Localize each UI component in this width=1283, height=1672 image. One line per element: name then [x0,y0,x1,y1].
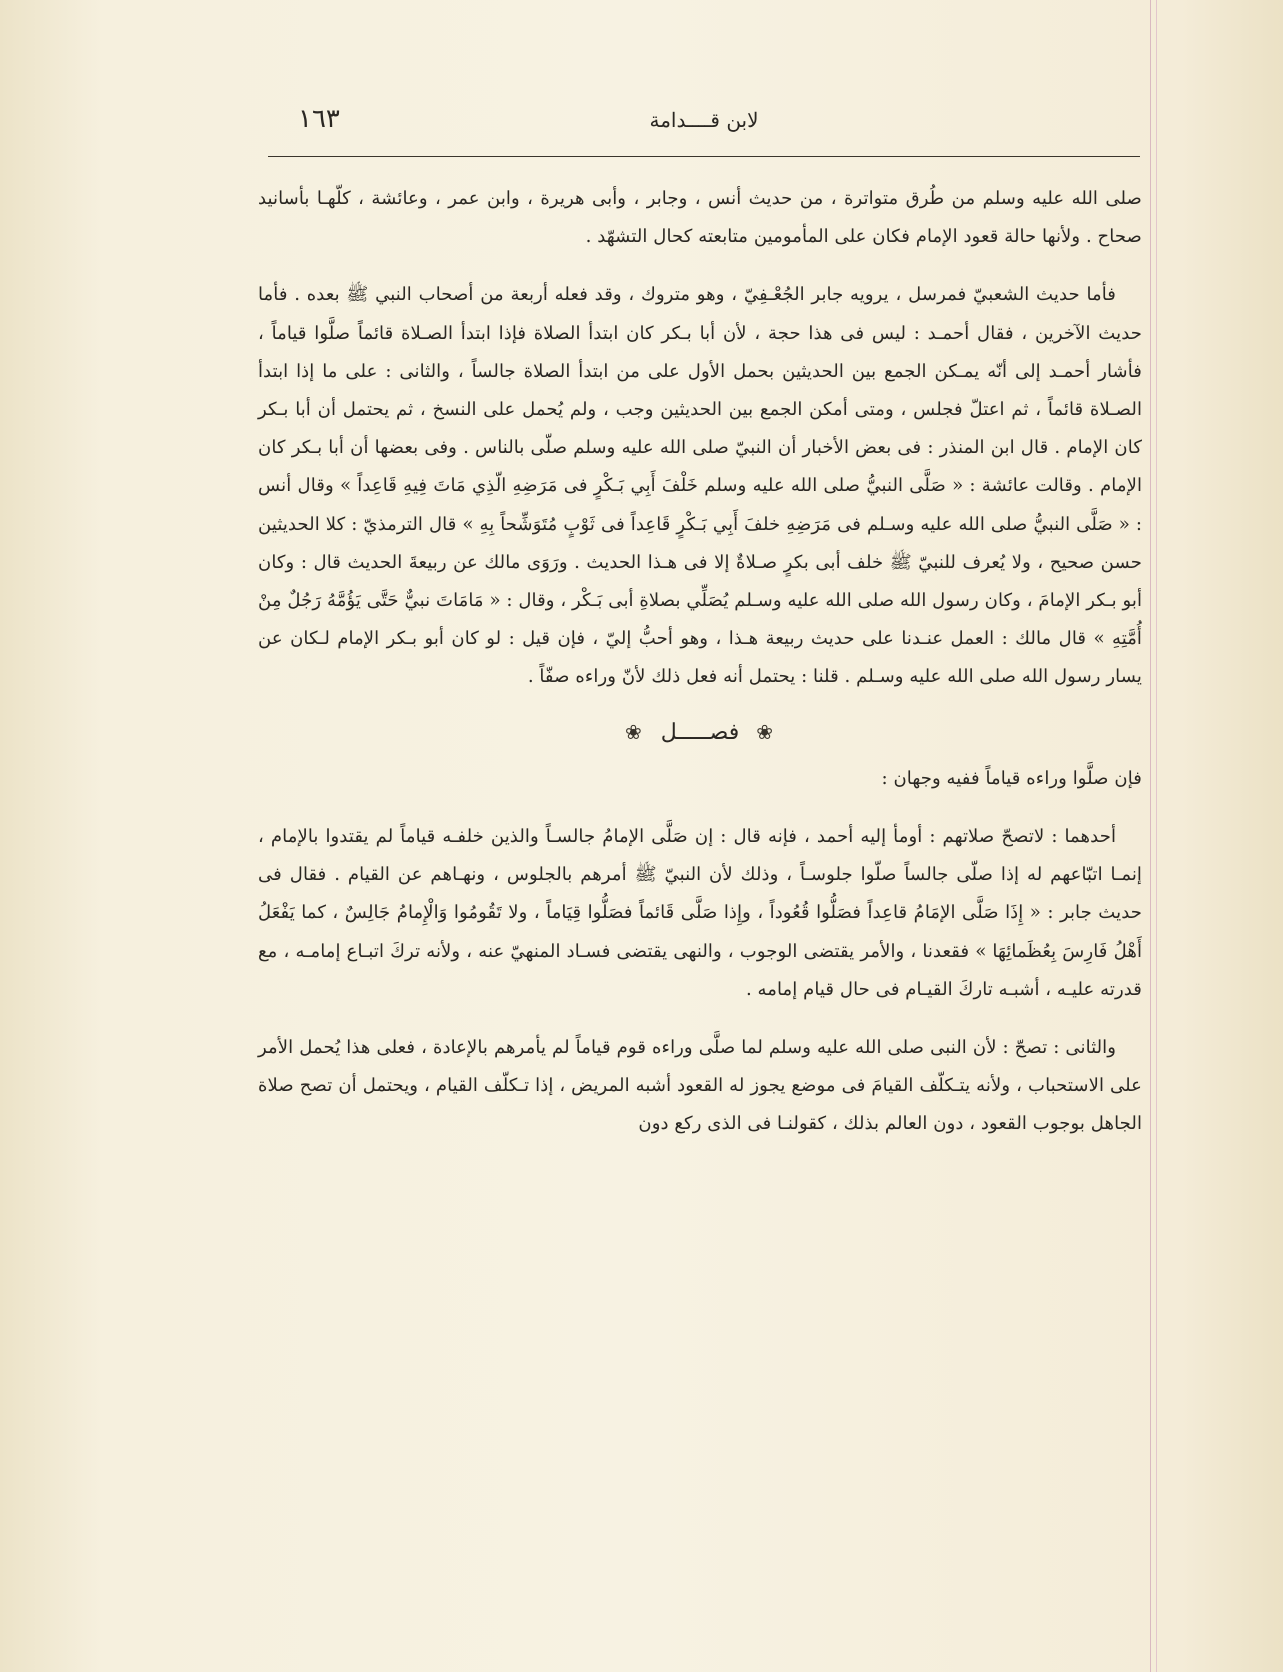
running-title: لابن قــــدامة [649,108,759,132]
header-rule [268,156,1140,157]
ornament-icon: ❀ [624,719,644,744]
paragraph: فأما حديث الشعبيّ فمرسل ، يرويه جابر الجُعْـفِيّ ، وهو متروك ، وقد فعله أربعة من أصحاب النبي ﷺ بعده . فأما حديث الآخرين ، فقال أحمـد : ليس فى هذا حجة ، لأن أبا بـكر كان ابتدأ الصلاة فإذا ابتدأ الصـلاة قائماً صلَّوا قياماً ، فأشار أحمـد إلى أنّه يمـكن الجمع بين الحديثين بحمل الأول على من ابتدأ الصلاة جالساً ، والثانى : على ما إذا ابتدأ الصـلاة قائماً ، ثم اعتلّ فجلس ، ومتى أمكن الجمع بين الحديثين وجب ، ولم يُحمل على النسخ ، ثم يحتمل أن أبا بـكر كان الإمام . قال ابن المنذر : فى بعض الأخبار أن النبيّ صلى الله عليه وسلم صلّى بالناس . وفى بعضها أن أبا بـكر كان الإمام . وقالت عائشة : « صَلَّى النبيُّ صلى الله عليه وسلم خَلْفَ أَبِي بَـكْرٍ فى مَرَضِهِ الّذِي مَاتَ فِيهِ قَاعِداً » وقال أنس : « صَلَّى النبيُّ صلى الله عليه وسـلم فى مَرَضِهِ خلفَ أَبِي بَـكْرٍ قَاعِداً فى ثَوْبٍ مُتَوَشِّحاً بِهِ » قال الترمذيّ : كلا الحديثين حسن صحيح ، ولا يُعرف للنبيّ ﷺ خلف أبى بكرٍ صـلاةٌ إلا فى هـذا الحديث . ورَوَى مالك عن ربيعةَ الحديث قال : وكان أبو بـكر الإمامَ ، وكان رسول الله صلى الله عليه وسـلم يُصَلِّي بصلاةِ أبى بَـكْر ، وقال : « مَامَاتَ نبيٌّ حَتَّى يَؤُمَّهُ رَجُلٌ مِنْ أُمَّتِهِ » قال مالك : العمل عنـدنا على حديث ربيعة هـذا ، وهو أحبُّ إليّ ، فإن قيل : لو كان أبو بـكر الإمام لـكان عن يسار رسول الله صلى الله عليه وسـلم . قلنا : يحتمل أنه فعل ذلك لأنّ وراءه صفّاً . [258,284,1142,688]
body-text [258,180,1142,1144]
paragraph: فإن صلَّوا وراءه قياماً ففيه وجهان : [881,767,1142,789]
page-header [268,104,1140,148]
paragraph: أحدهما : لاتصحّ صلاتهم : أومأ إليه أحمد ، فإنه قال : إن صَلَّى الإمامُ جالسـاً والذين خلفـه قياماً لم يقتدوا بالإمام ، إنمـا اتبّاعهم له إذا صلّى جالساً صلّوا جلوسـاً ، وذلك لأن النبيّ ﷺ أمرهم بالجلوس ، ونهـاهم عن القيام . فقال فى حديث جابر : « إِذَا صَلَّى الإمَامُ قاعِداً فصَلُّوا قُعُوداً ، وإِذا صَلَّى قَائماً فصَلُّوا قِيَاماً ، ولا تَقُومُوا وَالْإِمامُ جَالِسٌ ، كما يَفْعَلُ أَهْلُ فَارِسَ بِعُظَمائِهَا » فقعدنا ، والأمر يقتضى الوجوب ، والنهى يقتضى فسـاد المنهيّ عنه ، ولأنه تركَ اتبـاع إمامـه ، مع قدرته عليـه ، أشبـه تاركَ القيـام فى حال قيام إمامه . [258,826,1142,1000]
page-number: ١٦٣ [298,104,340,134]
paragraph: صلى الله عليه وسلم من طُرق متواترة ، من حديث أنس ، وجابر ، وأبى هريرة ، وابن عمر ، وعائشة ، كلّهـا بأسانيد صحاح . ولأنها حالة قعود الإمام فكان على المأمومين متابعته كحال التشهّد . [258,188,1142,248]
ornament-icon: ❀ [756,719,775,744]
paragraph: والثانى : تصحّ : لأن النبى صلى الله عليه وسلم لما صلَّى وراءه قوم قياماً لم يأمرهم بالإعادة ، فعلى هذا يُحمل الأمر على الاستحباب ، ولأنه يتـكلّف القيامَ فى موضع يجوز له القعود أشبه المريض ، إذا تـكلّف القيام ، ويحتمل أن تصح صلاة الجاهل بوجوب القعود ، دون العالم بذلك ، كقولنـا فى الذى ركع دون [258,1037,1142,1135]
margin-rule [1150,0,1151,1672]
section-heading [258,713,1142,752]
section-title: فصـــــل [660,719,740,745]
margin-rule [1156,0,1157,1672]
